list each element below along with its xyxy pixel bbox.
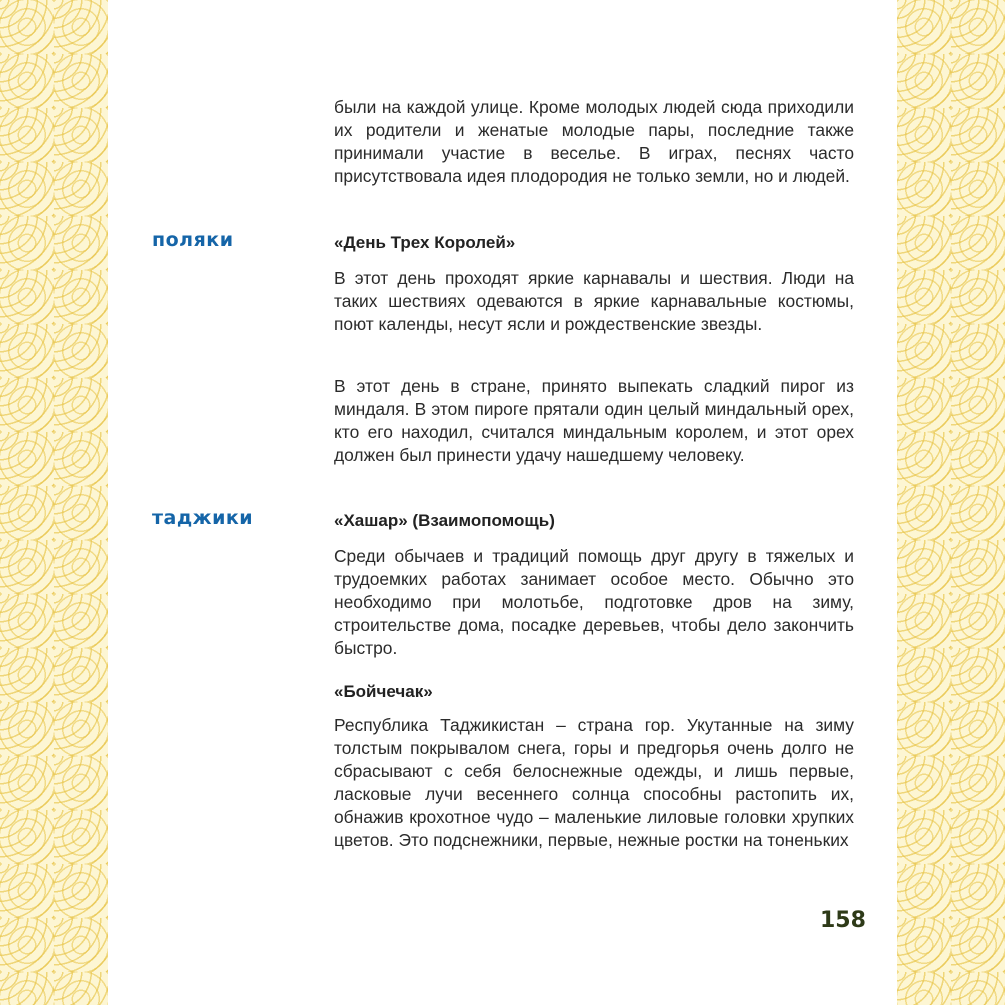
nation-label-tajiks: таджики	[152, 507, 254, 529]
nation-label-poles: поляки	[152, 229, 234, 251]
poles-paragraph-1: В этот день проходят яркие карнавалы и шествия. Люди на таких шествиях одеваются в яркие карнавальные костюмы, поют календы, несут ясли и рождественские звезды.	[334, 268, 854, 334]
poles-paragraph-2: В этот день в стране, принято выпекать сладкий пирог из миндаля. В этом пироге прятали один целый миндальный орех, кто его находил, считался миндальным королем, и этот орех должен был принести удачу нашедшему человеку.	[334, 376, 854, 465]
poles-paragraph-2-block	[334, 375, 854, 467]
left-ornament-border	[0, 0, 108, 1005]
tajiks-paragraph-2-block	[334, 714, 854, 852]
section-title-poles: «День Трех Королей»	[334, 233, 516, 252]
intro-paragraph-block	[334, 96, 854, 188]
section-title-tajiks: «Хашар» (Взаимопомощь)	[334, 511, 555, 530]
subsection-title-boichechak: «Бойчечак»	[334, 682, 433, 701]
tajiks-paragraph-1: Среди обычаев и традиций помощь друг другу в тяжелых и трудоемких работах занимает особое место. Обычно это необходимо при молотьбе, подготовке дров на зиму, строительстве дома, посадке деревьев, чтобы дело закончить быстро.	[334, 546, 854, 658]
right-ornament-border	[897, 0, 1005, 1005]
intro-paragraph: были на каждой улице. Кроме молодых людей сюда приходили их родители и женатые молодые пары, последние также принимали участие в веселье. В играх, песнях часто присутствовала идея плодородия не только земли, но и людей.	[334, 97, 854, 186]
page-number: 158	[820, 908, 866, 933]
poles-paragraph-1-block	[334, 267, 854, 336]
tajiks-paragraph-2: Республика Таджикистан – страна гор. Укутанные на зиму толстым покрывалом снега, горы и предгорья очень долго не сбрасывают с себя белоснежные одежды, и лишь первые, ласковые лучи весеннего солнца способны растопить их, обнажив крохотное чудо – маленькие лиловые головки хрупких цветов. Это подснежники, первые, нежные ростки на тоненьких	[334, 715, 854, 850]
tajiks-paragraph-1-block	[334, 545, 854, 660]
